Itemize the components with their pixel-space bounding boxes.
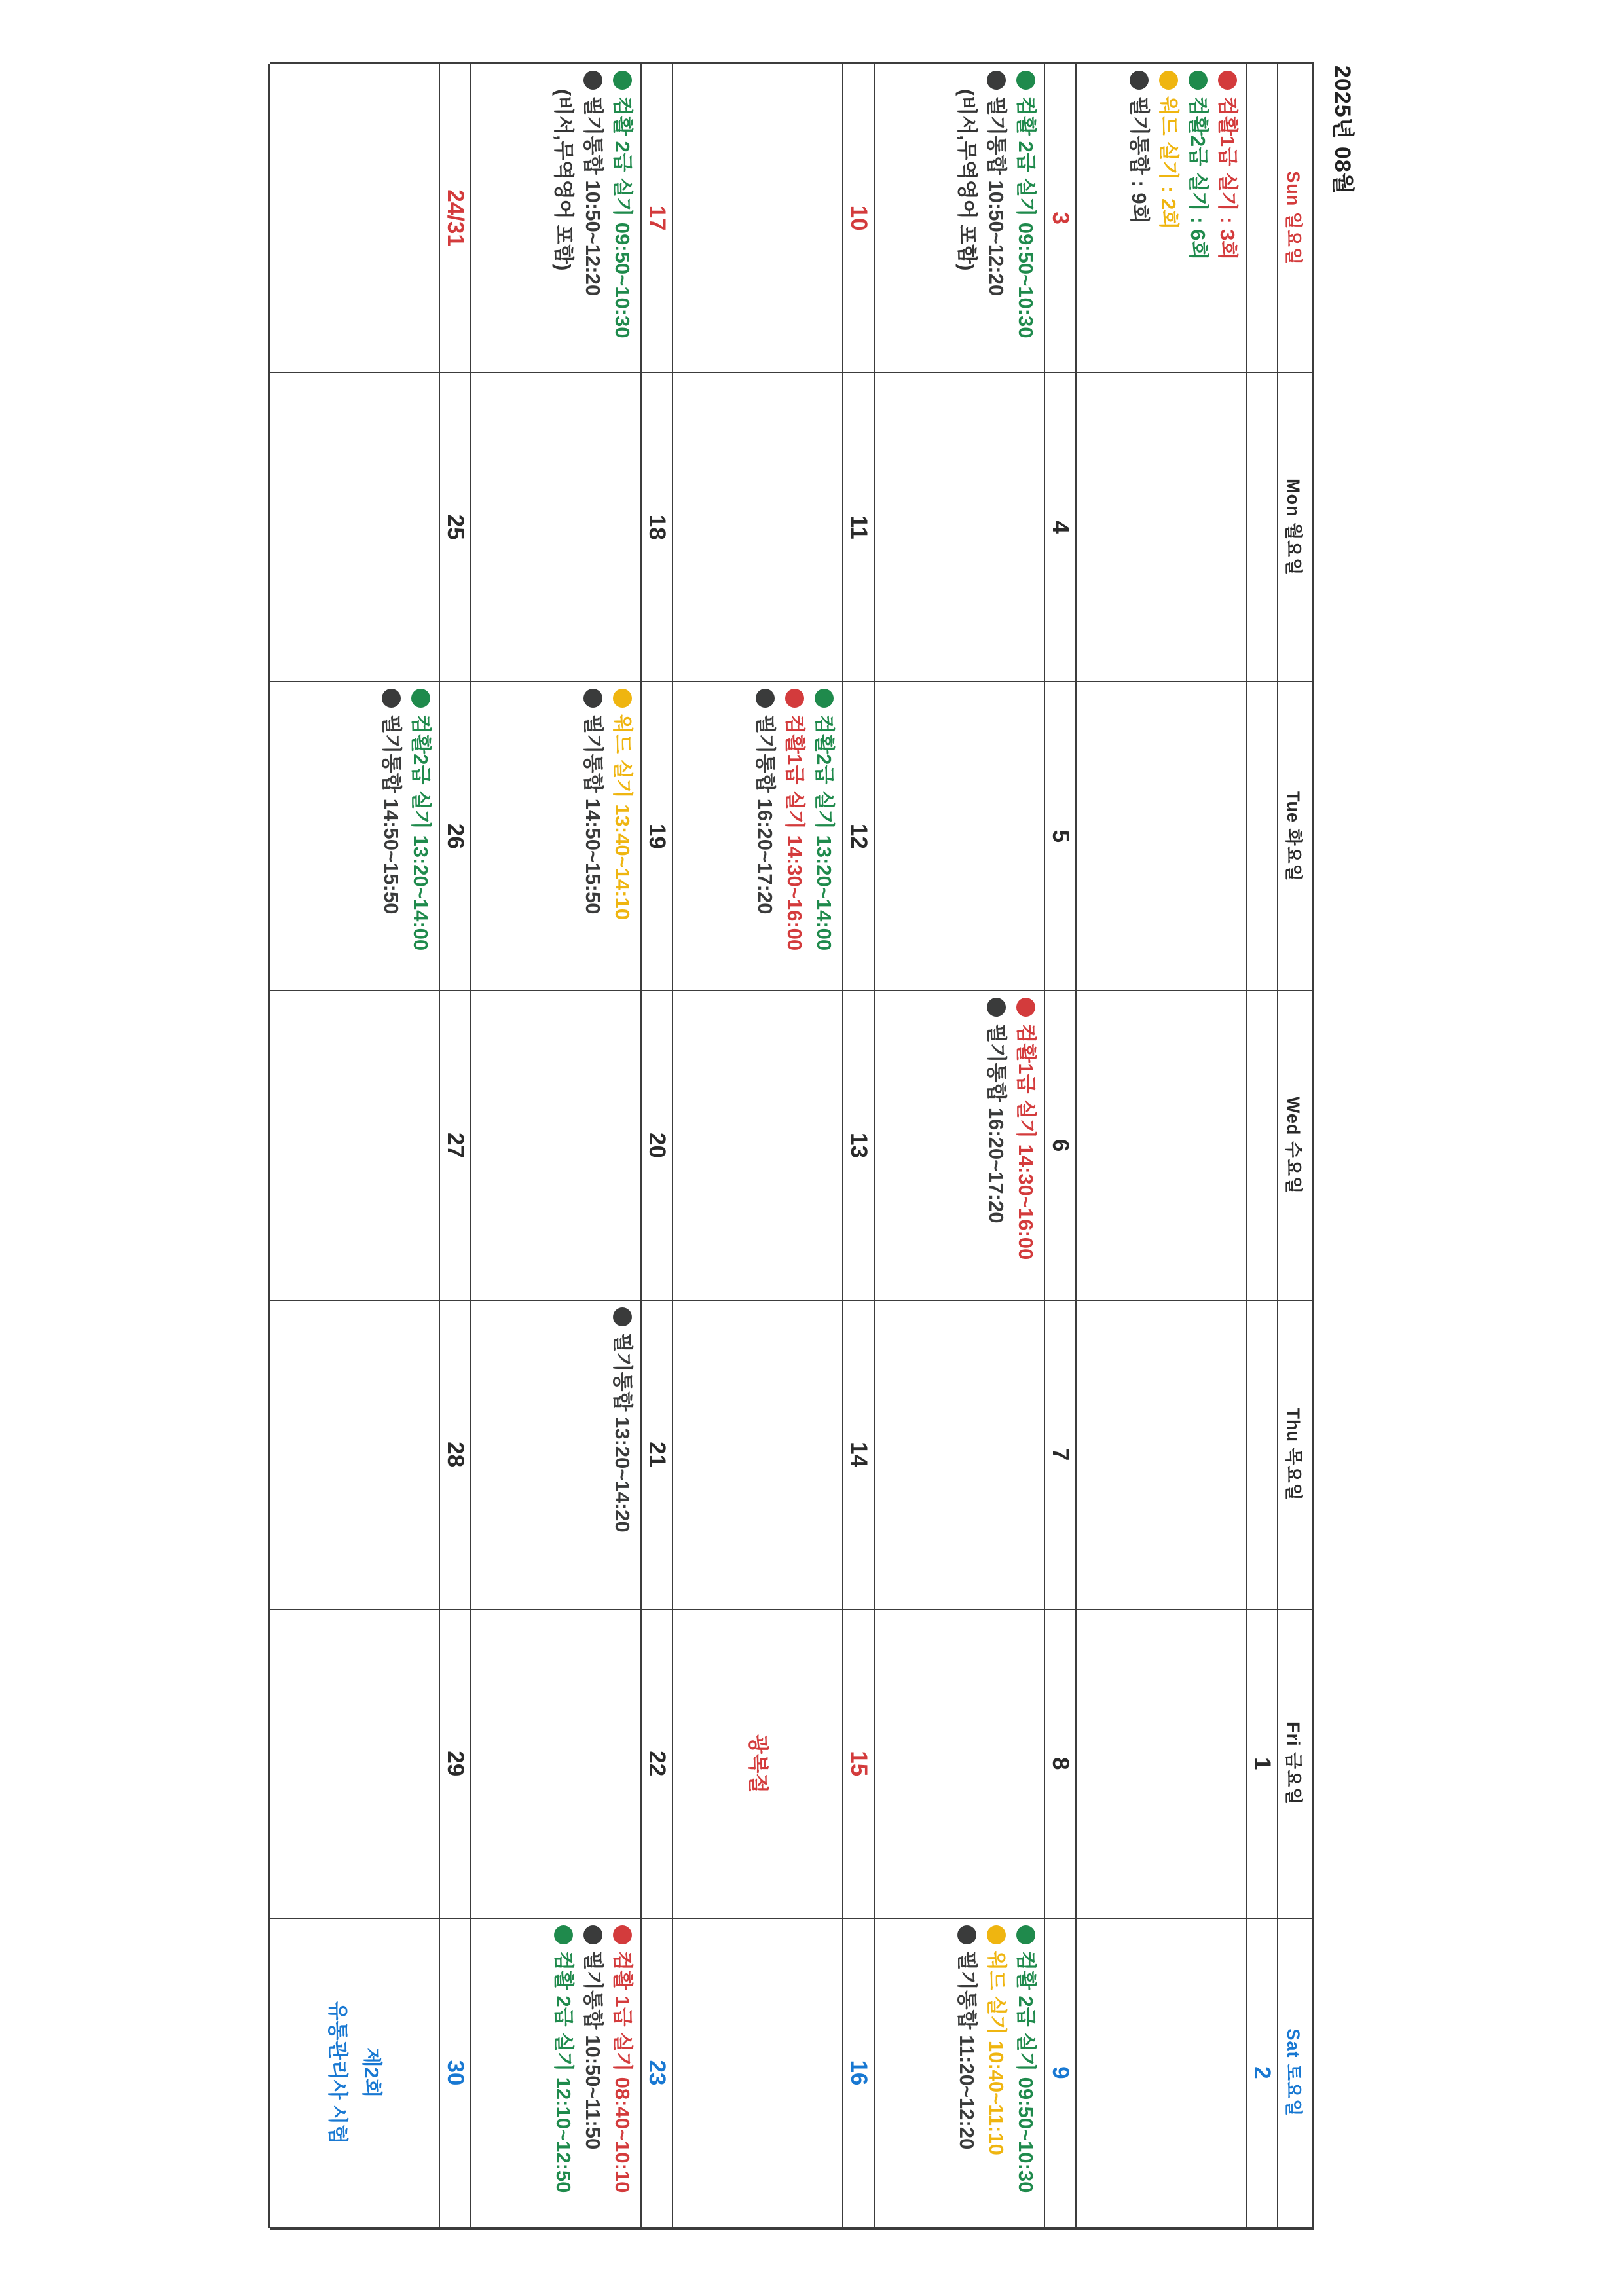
day-cell [1075,1301,1246,1610]
date-number-label: 13 [846,1133,872,1158]
day-header-sat [1277,1919,1312,2228]
day-header-label: Sat 토요일 [1283,2028,1304,2117]
day-cell-17 [470,64,640,373]
event-line [783,689,806,951]
event-dot-yellow [1159,71,1178,90]
event-line [1014,1925,1037,2193]
date-number-30 [439,1919,470,2228]
date-number-label: 8 [1048,1757,1073,1770]
date-number-16 [842,1919,874,2228]
event-dot-dark [613,1307,632,1326]
date-number-label: 19 [644,823,670,849]
event-line [581,71,604,296]
event-line [813,689,836,951]
date-number-label: 24/31 [443,189,468,247]
day-cell-16 [672,1919,842,2228]
date-number-label: 29 [443,1751,468,1777]
event-label: 컴활1급 실기 : 3회 [1216,96,1239,261]
event-dot-dark [583,689,602,708]
day-cell [1075,991,1246,1300]
day-cell-5 [874,682,1044,991]
event-label: (비서,무역영어 포함) [552,89,575,271]
event-line [985,71,1008,296]
date-number-12 [842,682,874,991]
day-cell-12 [672,682,842,991]
day-cell-3 [874,64,1044,373]
day-cell-24-31 [268,64,439,373]
day-cell [1075,682,1246,991]
event-label: 필기통합 10:50~11:50 [581,1950,604,2150]
date-number-label: 2 [1249,2066,1275,2079]
day-cell-4 [874,373,1044,682]
day-cell-9 [874,1919,1044,2228]
event-dot-dark [1130,71,1149,90]
day-cell-6 [874,991,1044,1300]
event-line [581,1925,604,2149]
date-number-label: 12 [846,823,872,849]
day-cell-22 [470,1610,640,1919]
event-dot-red [785,689,804,708]
day-header-label: Tue 화요일 [1283,790,1304,882]
date-number-label: 10 [846,205,872,231]
date-number-empty [1246,1301,1277,1610]
date-number-14 [842,1301,874,1610]
day-header-label: Mon 월요일 [1283,479,1304,576]
day-cell-8 [874,1610,1044,1919]
date-number-label: 23 [644,2060,670,2086]
event-dot-yellow [987,1925,1006,1944]
calendar-title: 2025년 08월 [1330,65,1355,195]
event-line [985,998,1008,1223]
event-line [1014,71,1037,338]
event-label: 필기통합 11:20~12:20 [955,1950,978,2150]
event-line [611,71,634,338]
day-cell-15 [672,1610,842,1919]
day-header-label: Sun 일요일 [1283,171,1304,265]
date-number-18 [640,373,672,682]
event-dot-dark [382,689,401,708]
date-number-label: 6 [1048,1139,1073,1152]
day-cell-20 [470,991,640,1300]
event-line [611,689,634,920]
event-label: 컴활1급 실기 14:30~16:00 [783,714,806,951]
event-label: 컴활1급 실기 14:30~16:00 [1014,1023,1037,1260]
day-cell-13 [672,991,842,1300]
date-number-label: 17 [644,205,670,231]
day-cell-14 [672,1301,842,1610]
event-label: 컴활2급 실기 : 6회 [1187,96,1209,261]
date-number-label: 30 [443,2060,468,2086]
date-number-5 [1044,682,1075,991]
date-number-label: 14 [846,1442,872,1468]
date-number-6 [1044,991,1075,1300]
day-cell-30 [268,1919,439,2228]
day-cell-25 [268,373,439,682]
holiday-label: 유통관리사 시험 [326,2001,349,2145]
date-number-2 [1246,1919,1277,2228]
event-line [409,689,432,951]
holiday-label: 제2회 [360,2047,383,2098]
event-line [1216,71,1239,260]
day-cell-1 [1075,1610,1246,1919]
event-label: 필기통합 14:50~15:50 [581,714,604,915]
date-number-15 [842,1610,874,1919]
date-number-1 [1246,1610,1277,1919]
date-number-label: 26 [443,823,468,849]
date-number-label: 3 [1048,211,1073,225]
day-cell-11 [672,373,842,682]
holiday-label: 광복절 [747,1734,769,1793]
date-number-29 [439,1610,470,1919]
date-number-3 [1044,64,1075,373]
event-label: 워드 실기 : 2회 [1157,96,1180,230]
event-label: 워드 실기 13:40~14:10 [611,714,634,920]
event-line [1128,71,1151,224]
date-number-20 [640,991,672,1300]
date-number-7 [1044,1301,1075,1610]
event-line [552,1925,575,2193]
day-header-label: Wed 수요일 [1283,1096,1304,1195]
date-number-label: 7 [1048,1448,1073,1461]
event-label: 필기통합 16:20~17:20 [985,1023,1008,1224]
day-cell-7 [874,1301,1044,1610]
day-cell [1075,64,1246,373]
event-dot-dark [583,1925,602,1944]
event-label: 컴활 2급 실기 09:50~10:30 [1014,1950,1037,2193]
event-label: 워드 실기 10:40~11:10 [985,1950,1008,2155]
event-line [611,1307,634,1533]
event-line [552,89,575,270]
event-label: 컴활2급 실기 13:20~14:00 [813,714,836,951]
day-header-thu [1277,1301,1312,1610]
date-number-17 [640,64,672,373]
event-label: 필기통합 : 9회 [1128,96,1151,224]
date-number-4 [1044,373,1075,682]
event-dot-dark [756,689,775,708]
event-dot-dark [987,998,1006,1017]
day-cell [1075,373,1246,682]
day-cell-10 [672,64,842,373]
day-header-label: Thu 목요일 [1283,1408,1304,1501]
event-label: 필기통합 10:50~12:20 [985,96,1008,297]
event-dot-dark [583,71,602,90]
event-dot-green [1016,1925,1035,1944]
event-line [380,689,403,914]
calendar-grid [270,62,1314,2230]
date-number-22 [640,1610,672,1919]
date-number-25 [439,373,470,682]
date-number-label: 21 [644,1442,670,1468]
date-number-empty [1246,64,1277,373]
date-number-empty [1246,373,1277,682]
date-number-empty [1246,991,1277,1300]
event-label: 컴활 2급 실기 12:10~12:50 [552,1950,575,2193]
day-cell-23 [470,1919,640,2228]
date-number-21 [640,1301,672,1610]
date-number-8 [1044,1610,1075,1919]
event-dot-red [613,1925,632,1944]
event-label: 필기통합 13:20~14:20 [611,1332,634,1533]
event-label: 필기통합 10:50~12:20 [581,96,604,297]
date-number-23 [640,1919,672,2228]
day-cell-19 [470,682,640,991]
date-number-label: 20 [644,1133,670,1158]
date-number-label: 28 [443,1442,468,1468]
day-header-label: Fri 금요일 [1283,1722,1304,1806]
day-header-mon [1277,373,1312,682]
date-number-label: 5 [1048,829,1073,843]
event-label: (비서,무역영어 포함) [955,89,978,271]
event-label: 컴활 2급 실기 09:50~10:30 [1014,96,1037,338]
event-line [955,1925,978,2149]
date-number-label: 27 [443,1133,468,1158]
day-cell-27 [268,991,439,1300]
date-number-28 [439,1301,470,1610]
event-line [754,689,777,914]
day-header-tue [1277,682,1312,991]
day-cell-2 [1075,1919,1246,2228]
date-number-label: 1 [1249,1757,1275,1770]
day-cell-29 [268,1610,439,1919]
event-line [1014,998,1037,1260]
event-label: 컴활 1급 실기 08:40~10:10 [611,1950,634,2193]
date-number-27 [439,991,470,1300]
date-number-11 [842,373,874,682]
date-number-label: 9 [1048,2066,1073,2079]
date-number-label: 22 [644,1751,670,1777]
event-line [985,1925,1008,2155]
event-dot-dark [987,71,1006,90]
event-line [611,1925,634,2193]
date-number-label: 18 [644,514,670,540]
date-number-19 [640,682,672,991]
event-dot-green [613,71,632,90]
event-dot-green [1016,71,1035,90]
day-cell-18 [470,373,640,682]
date-number-label: 16 [846,2060,872,2086]
event-label: 컴활2급 실기 13:20~14:00 [409,714,432,951]
event-line [581,689,604,914]
day-header-fri [1277,1610,1312,1919]
date-number-26 [439,682,470,991]
date-number-empty [1246,682,1277,991]
date-number-13 [842,991,874,1300]
date-number-label: 15 [846,1751,872,1777]
event-dot-red [1016,998,1035,1017]
event-line [955,89,978,270]
date-number-label: 25 [443,514,468,540]
event-line [1187,71,1209,260]
date-number-label: 11 [846,515,872,539]
date-number-label: 4 [1048,520,1073,534]
event-dot-red [1218,71,1237,90]
event-label: 필기통합 14:50~15:50 [380,714,403,915]
event-label: 필기통합 16:20~17:20 [754,714,777,915]
day-header-sun [1277,64,1312,373]
day-cell-26 [268,682,439,991]
date-number-24-31 [439,64,470,373]
event-dot-green [411,689,430,708]
date-number-10 [842,64,874,373]
event-dot-green [554,1925,573,1944]
event-line [1157,71,1180,229]
event-dot-yellow [613,689,632,708]
event-dot-green [815,689,834,708]
day-header-wed [1277,991,1312,1300]
day-cell-21 [470,1301,640,1610]
event-dot-dark [957,1925,976,1944]
event-label: 컴활 2급 실기 09:50~10:30 [611,96,634,338]
event-dot-green [1189,71,1208,90]
date-number-9 [1044,1919,1075,2228]
day-cell-28 [268,1301,439,1610]
